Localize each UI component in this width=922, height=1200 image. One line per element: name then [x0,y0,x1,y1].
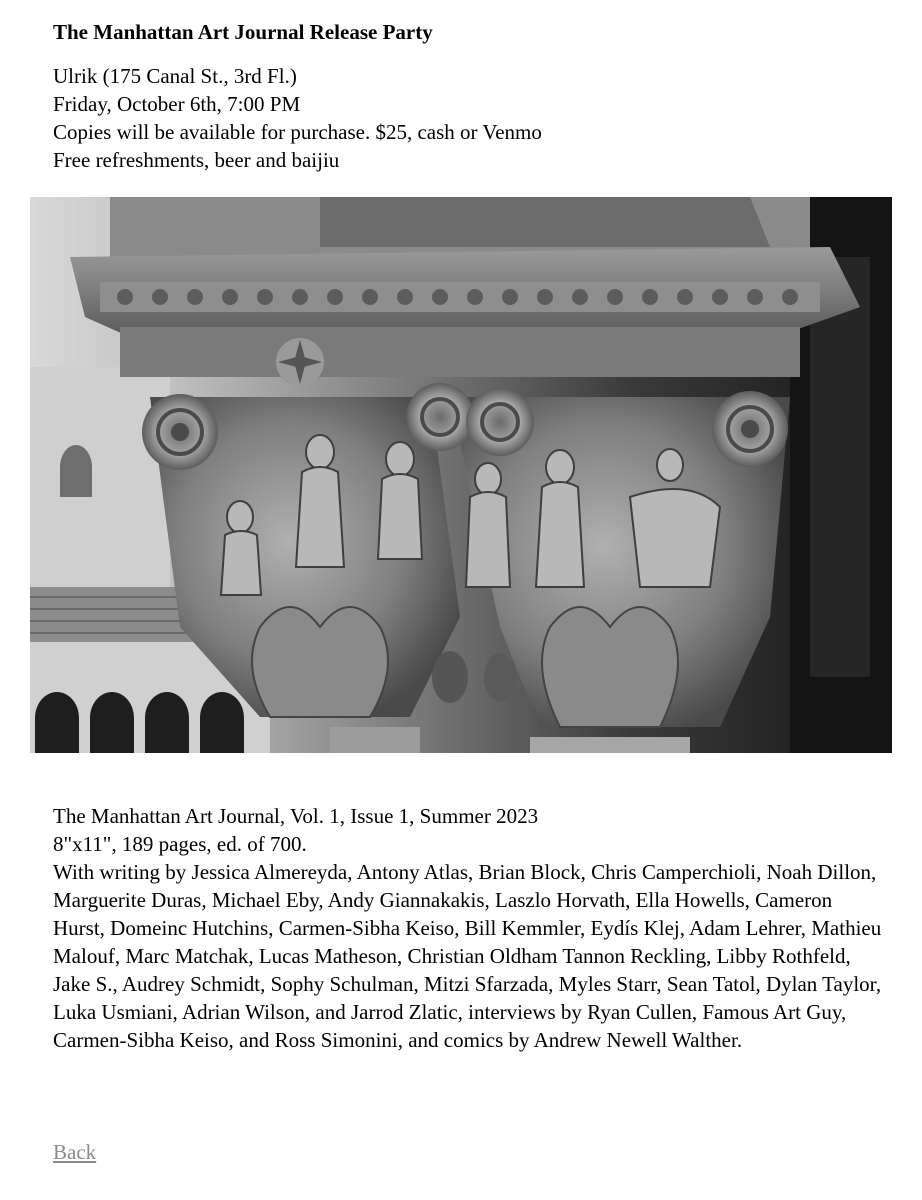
publication-issue: The Manhattan Art Journal, Vol. 1, Issue 1, Summer 2023 [53,804,539,828]
event-refreshments: Free refreshments, beer and baijiu [53,148,340,172]
carved-capital-photo [30,197,892,753]
event-datetime: Friday, October 6th, 7:00 PM [53,92,301,116]
page-title: The Manhattan Art Journal Release Party [53,20,433,44]
event-details [53,62,542,174]
publication-contributors: With writing by Jessica Almereyda, Antony Atlas, Brian Block, Chris Camperchioli, Noah Dillon, Marguerite Duras, Michael Eby, Andy Giannakakis, Laszlo Horvath, Ella Howells, Cameron Hurst, Domeinc Hutchins, Carmen-Sibha Keiso, Bill Kemmler, Eydís Klej, Adam Lehrer, Mathieu Malouf, Marc Matchak, Lucas Matheson, Christian Oldham Tannon Reckling, Libby Rothfeld, Jake S., Audrey Schmidt, Sophy Schulman, Mitzi Sfarzada, Myles Starr, Sean Tatol, Dylan Taylor, Luka Usmiani, Adrian Wilson, and Jarrod Zlatic, interviews by Ryan Cullen, Famous Art Guy, Carmen-Sibha Keiso, and Ross Simonini, and comics by Andrew Newell Walther. [53,860,882,1052]
back-link[interactable]: Back [53,1140,97,1164]
event-purchase-info: Copies will be available for purchase. $25, cash or Venmo [53,120,542,144]
publication-specs: 8"x11", 189 pages, ed. of 700. [53,832,307,856]
event-venue: Ulrik (175 Canal St., 3rd Fl.) [53,64,297,88]
publication-description [53,802,888,1054]
